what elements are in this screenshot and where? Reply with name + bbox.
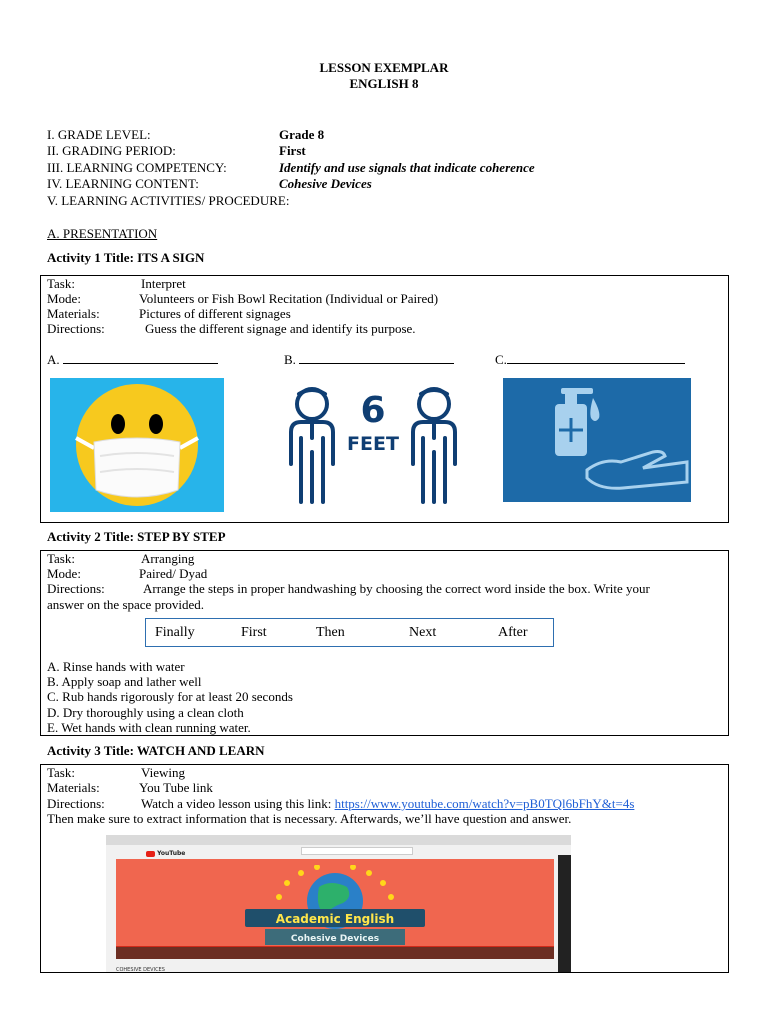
info-label: III. LEARNING COMPETENCY: bbox=[47, 160, 227, 175]
field-value: Interpret bbox=[141, 276, 186, 291]
choice-label: B. bbox=[284, 352, 296, 367]
youtube-icon bbox=[146, 851, 155, 857]
section-heading: A. PRESENTATION bbox=[47, 226, 158, 241]
step-item: E. Wet hands with clean running water. bbox=[47, 720, 251, 735]
info-grading-period bbox=[47, 143, 306, 159]
field-label: Directions: bbox=[47, 796, 105, 811]
answer-blank-a[interactable] bbox=[47, 352, 218, 368]
word-option: After bbox=[498, 625, 528, 640]
field-value: You Tube link bbox=[139, 780, 213, 795]
video-progress-bar[interactable] bbox=[116, 946, 554, 947]
field-label: Materials: bbox=[47, 780, 100, 795]
info-label: II. GRADING PERIOD: bbox=[47, 143, 176, 158]
field-value: Arrange the steps in proper handwashing by choosing the correct word inside the box. Write your bbox=[143, 581, 650, 596]
video-banner-subtitle: Cohesive Devices bbox=[290, 934, 380, 944]
info-value: Cohesive Devices bbox=[279, 176, 372, 191]
field-value: Volunteers or Fish Bowl Recitation (Individual or Paired) bbox=[139, 291, 439, 306]
info-learning-content bbox=[47, 176, 372, 192]
field-label: Directions: bbox=[47, 581, 105, 596]
activity2-task bbox=[47, 551, 194, 567]
activity1-title: Activity 1 Title: ITS A SIGN bbox=[47, 250, 205, 265]
field-value: Arranging bbox=[141, 551, 195, 566]
activity3-directions bbox=[47, 796, 634, 812]
field-label: Task: bbox=[47, 765, 75, 780]
activity2-title: Activity 2 Title: STEP BY STEP bbox=[47, 529, 226, 544]
activity2-directions-cont: answer on the space provided. bbox=[47, 597, 205, 612]
answer-blank-b[interactable] bbox=[284, 352, 454, 368]
blank-line[interactable] bbox=[63, 352, 218, 364]
step-item: B. Apply soap and lather well bbox=[47, 674, 202, 689]
activity2-directions bbox=[47, 581, 650, 597]
field-value: Paired/ Dyad bbox=[139, 566, 208, 581]
youtube-logo-text: YouTube bbox=[157, 850, 186, 857]
sign-number: 6 bbox=[360, 390, 386, 431]
activity1-directions bbox=[47, 321, 416, 337]
video-screenshot[interactable] bbox=[106, 835, 571, 972]
info-learning-competency bbox=[47, 160, 535, 176]
field-value: Viewing bbox=[141, 765, 185, 780]
info-learning-activities bbox=[47, 193, 289, 209]
field-value: Guess the different signage and identify its purpose. bbox=[145, 321, 416, 336]
mask-face-image bbox=[50, 378, 224, 512]
activity3-materials bbox=[47, 780, 213, 796]
activity2-mode bbox=[47, 566, 207, 582]
field-value: Pictures of different signages bbox=[139, 306, 291, 321]
info-label: IV. LEARNING CONTENT: bbox=[47, 176, 199, 191]
choice-label: A. bbox=[47, 352, 60, 367]
video-thumbnail-art bbox=[235, 865, 435, 953]
field-label: Task: bbox=[47, 551, 75, 566]
activity1-task bbox=[47, 276, 186, 292]
video-search-input[interactable] bbox=[301, 847, 413, 855]
info-label: V. LEARNING ACTIVITIES/ PROCEDURE: bbox=[47, 193, 290, 208]
field-value: Watch a video lesson using this link: bbox=[141, 796, 335, 811]
info-value: Identify and use signals that indicate coherence bbox=[279, 160, 535, 175]
choice-label: C. bbox=[495, 352, 507, 367]
word-option: Next bbox=[409, 625, 437, 640]
info-label: I. GRADE LEVEL: bbox=[47, 127, 151, 142]
youtube-link[interactable]: https://www.youtube.com/watch?v=pB0TQl6bFhY&t=4s bbox=[334, 796, 635, 811]
info-value: First bbox=[279, 143, 306, 158]
word-option: Then bbox=[316, 625, 345, 640]
video-controls[interactable] bbox=[116, 947, 554, 959]
field-label: Directions: bbox=[47, 321, 105, 336]
video-caption: COHESIVE DEVICES bbox=[116, 967, 165, 972]
word-box bbox=[145, 618, 554, 647]
step-item: A. Rinse hands with water bbox=[47, 659, 185, 674]
answer-blank-c[interactable] bbox=[495, 352, 685, 368]
video-banner-title: Academic English bbox=[275, 912, 395, 926]
field-label: Task: bbox=[47, 276, 75, 291]
suggestions-sidebar bbox=[558, 855, 571, 972]
browser-address-bar bbox=[106, 835, 571, 845]
activity1-materials bbox=[47, 306, 291, 322]
step-item: D. Dry thoroughly using a clean cloth bbox=[47, 705, 244, 720]
activity1-mode bbox=[47, 291, 438, 307]
blank-line[interactable] bbox=[299, 352, 454, 364]
six-feet-image bbox=[283, 382, 463, 506]
word-option: First bbox=[241, 625, 267, 640]
video-frame bbox=[116, 859, 554, 959]
field-label: Mode: bbox=[47, 291, 81, 306]
activity3-followup: Then make sure to extract information that is necessary. Afterwards, we’ll have question and answer. bbox=[47, 811, 572, 826]
info-grade-level bbox=[47, 127, 325, 143]
hand-sanitizer-image bbox=[503, 378, 691, 502]
document-subtitle: ENGLISH 8 bbox=[349, 76, 419, 91]
document-title: LESSON EXEMPLAR bbox=[319, 60, 449, 75]
field-label: Materials: bbox=[47, 306, 100, 321]
word-option: Finally bbox=[155, 625, 195, 640]
info-value: Grade 8 bbox=[279, 127, 325, 142]
step-item: C. Rub hands rigorously for at least 20 seconds bbox=[47, 689, 293, 704]
blank-line[interactable] bbox=[507, 352, 685, 364]
field-label: Mode: bbox=[47, 566, 81, 581]
activity3-task bbox=[47, 765, 185, 781]
activity3-title: Activity 3 Title: WATCH AND LEARN bbox=[47, 743, 265, 758]
sign-unit: FEET bbox=[347, 433, 399, 455]
